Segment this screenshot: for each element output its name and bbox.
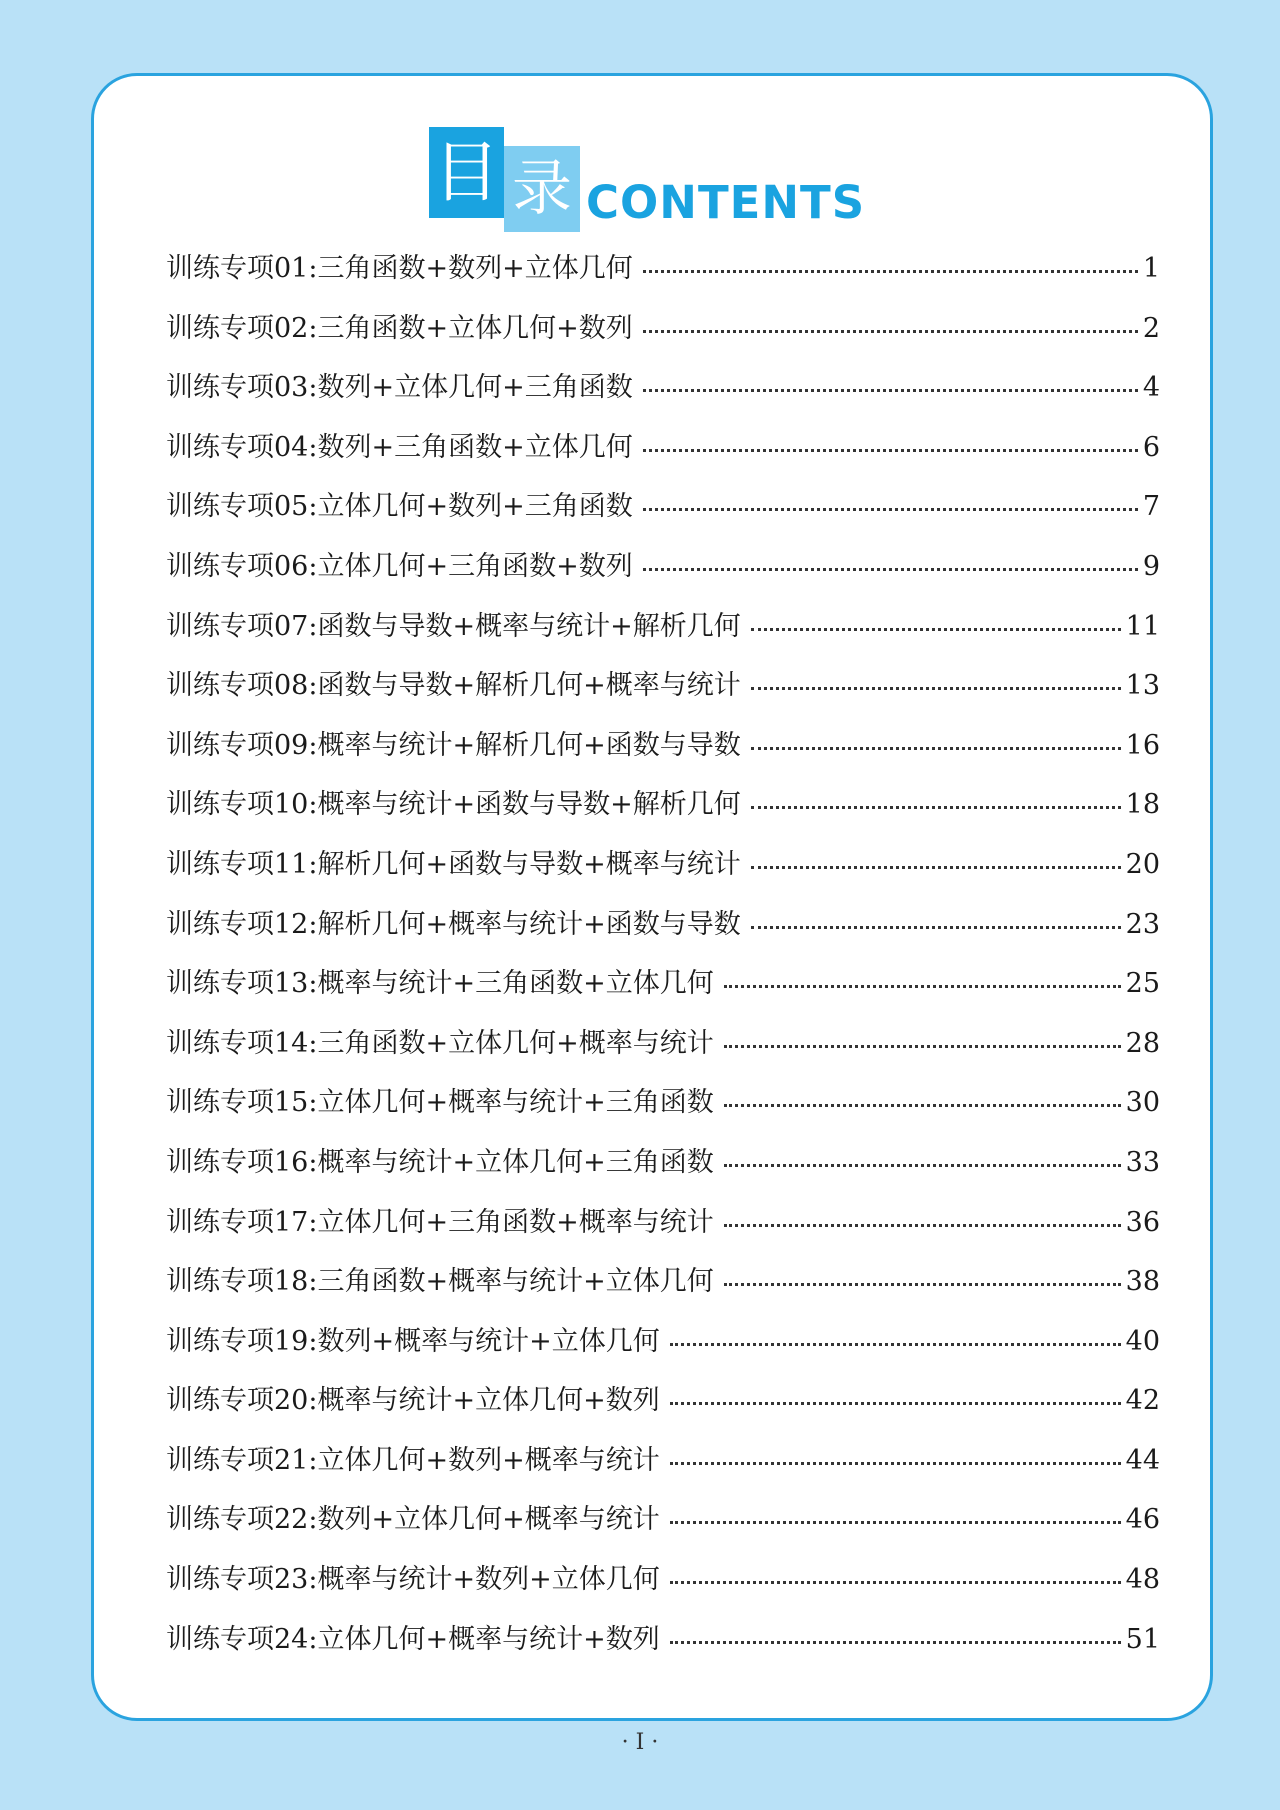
toc-entry-page: 4 bbox=[1142, 372, 1160, 404]
toc-entry-page: 13 bbox=[1125, 670, 1160, 702]
toc-entry[interactable] bbox=[166, 723, 1160, 783]
toc-entry-page: 42 bbox=[1125, 1385, 1160, 1417]
toc-entry-title: 训练专项22:数列+立体几何+概率与统计 bbox=[166, 1504, 660, 1536]
toc-entry-page: 28 bbox=[1125, 1027, 1160, 1059]
contents-heading bbox=[429, 127, 869, 235]
toc-entry-title: 训练专项12:解析几何+概率与统计+函数与导数 bbox=[166, 908, 741, 940]
toc-entry[interactable] bbox=[166, 1557, 1160, 1617]
dot-leader bbox=[670, 1340, 1121, 1346]
toc-entry-page: 46 bbox=[1125, 1504, 1160, 1536]
toc-entry[interactable] bbox=[166, 1319, 1160, 1379]
dot-leader bbox=[724, 1221, 1121, 1227]
toc-entry-page: 30 bbox=[1125, 1087, 1160, 1119]
toc-entry[interactable] bbox=[166, 1617, 1160, 1677]
toc-entry-page: 44 bbox=[1125, 1444, 1160, 1476]
toc-entry-page: 7 bbox=[1142, 491, 1160, 523]
toc-entry-title: 训练专项01:三角函数+数列+立体几何 bbox=[166, 253, 633, 284]
toc-entry-title: 训练专项14:三角函数+立体几何+概率与统计 bbox=[166, 1027, 714, 1059]
toc-entry-page: 16 bbox=[1125, 729, 1160, 761]
toc-entry[interactable] bbox=[166, 1497, 1160, 1557]
dot-leader bbox=[724, 1101, 1121, 1107]
toc-entry-page: 2 bbox=[1142, 312, 1160, 344]
toc-entry[interactable] bbox=[166, 365, 1160, 425]
toc-entry-page: 25 bbox=[1125, 968, 1160, 1000]
dot-leader bbox=[643, 565, 1138, 571]
dot-leader bbox=[751, 803, 1121, 809]
toc-entry-title: 训练专项07:函数与导数+概率与统计+解析几何 bbox=[166, 610, 741, 642]
dot-leader bbox=[670, 1638, 1121, 1644]
dot-leader bbox=[670, 1578, 1121, 1584]
toc-entry-title: 训练专项04:数列+三角函数+立体几何 bbox=[166, 431, 633, 463]
toc-entry-page: 18 bbox=[1125, 789, 1160, 821]
toc-entry-page: 11 bbox=[1125, 610, 1160, 642]
toc-entry-title: 训练专项11:解析几何+函数与导数+概率与统计 bbox=[166, 848, 741, 880]
dot-leader bbox=[751, 625, 1121, 631]
toc-entry-page: 51 bbox=[1125, 1623, 1160, 1655]
heading-char-mu: 目 bbox=[429, 127, 504, 218]
toc-entry[interactable] bbox=[166, 425, 1160, 485]
toc-entry-title: 训练专项03:数列+立体几何+三角函数 bbox=[166, 372, 633, 404]
dot-leader bbox=[724, 982, 1121, 988]
toc-entry[interactable] bbox=[166, 663, 1160, 723]
toc-entry-page: 36 bbox=[1125, 1206, 1160, 1238]
dot-leader bbox=[751, 863, 1121, 869]
toc-entry[interactable] bbox=[166, 246, 1160, 306]
heading-word-contents: CONTENTS bbox=[586, 176, 866, 229]
toc-entry[interactable] bbox=[166, 544, 1160, 604]
toc-entry-title: 训练专项23:概率与统计+数列+立体几何 bbox=[166, 1564, 660, 1596]
toc-entry[interactable] bbox=[166, 782, 1160, 842]
toc-entry-title: 训练专项19:数列+概率与统计+立体几何 bbox=[166, 1325, 660, 1357]
toc-entry-title: 训练专项13:概率与统计+三角函数+立体几何 bbox=[166, 968, 714, 1000]
toc-entry-title: 训练专项15:立体几何+概率与统计+三角函数 bbox=[166, 1087, 714, 1119]
dot-leader bbox=[643, 505, 1138, 511]
toc-entry-title: 训练专项16:概率与统计+立体几何+三角函数 bbox=[166, 1146, 714, 1178]
toc-entry-page: 23 bbox=[1125, 908, 1160, 940]
dot-leader bbox=[643, 267, 1138, 273]
table-of-contents bbox=[166, 246, 1160, 1676]
toc-entry-title: 训练专项24:立体几何+概率与统计+数列 bbox=[166, 1623, 660, 1655]
dot-leader bbox=[643, 446, 1138, 452]
toc-entry-page: 40 bbox=[1125, 1325, 1160, 1357]
toc-entry-page: 48 bbox=[1125, 1564, 1160, 1596]
toc-entry[interactable] bbox=[166, 1021, 1160, 1081]
toc-entry-title: 训练专项10:概率与统计+函数与导数+解析几何 bbox=[166, 789, 741, 821]
dot-leader bbox=[751, 923, 1121, 929]
toc-entry[interactable] bbox=[166, 1259, 1160, 1319]
toc-entry[interactable] bbox=[166, 1200, 1160, 1260]
dot-leader bbox=[643, 327, 1138, 333]
dot-leader bbox=[724, 1042, 1121, 1048]
dot-leader bbox=[670, 1399, 1121, 1405]
dot-leader bbox=[724, 1280, 1121, 1286]
toc-entry[interactable] bbox=[166, 604, 1160, 664]
toc-entry[interactable] bbox=[166, 1080, 1160, 1140]
dot-leader bbox=[751, 744, 1121, 750]
toc-entry-page: 6 bbox=[1142, 431, 1160, 463]
dot-leader bbox=[670, 1459, 1121, 1465]
toc-entry-page: 1 bbox=[1142, 253, 1160, 284]
toc-entry-title: 训练专项08:函数与导数+解析几何+概率与统计 bbox=[166, 670, 741, 702]
page-number: · I · bbox=[621, 1730, 659, 1755]
toc-entry-page: 9 bbox=[1142, 550, 1160, 582]
dot-leader bbox=[670, 1518, 1121, 1524]
dot-leader bbox=[724, 1161, 1121, 1167]
toc-entry-title: 训练专项20:概率与统计+立体几何+数列 bbox=[166, 1385, 660, 1417]
toc-entry-title: 训练专项17:立体几何+三角函数+概率与统计 bbox=[166, 1206, 714, 1238]
toc-entry[interactable] bbox=[166, 306, 1160, 366]
toc-entry[interactable] bbox=[166, 484, 1160, 544]
dot-leader bbox=[643, 386, 1138, 392]
toc-entry-title: 训练专项02:三角函数+立体几何+数列 bbox=[166, 312, 633, 344]
toc-entry[interactable] bbox=[166, 961, 1160, 1021]
toc-entry-title: 训练专项21:立体几何+数列+概率与统计 bbox=[166, 1444, 660, 1476]
toc-entry[interactable] bbox=[166, 1438, 1160, 1498]
toc-entry[interactable] bbox=[166, 1378, 1160, 1438]
dot-leader bbox=[751, 684, 1121, 690]
heading-char-lu: 录 bbox=[504, 146, 580, 232]
toc-entry[interactable] bbox=[166, 842, 1160, 902]
toc-entry[interactable] bbox=[166, 902, 1160, 962]
toc-entry-page: 38 bbox=[1125, 1266, 1160, 1298]
toc-entry-title: 训练专项06:立体几何+三角函数+数列 bbox=[166, 550, 633, 582]
toc-entry-page: 33 bbox=[1125, 1146, 1160, 1178]
toc-entry-title: 训练专项18:三角函数+概率与统计+立体几何 bbox=[166, 1266, 714, 1298]
toc-entry-title: 训练专项09:概率与统计+解析几何+函数与导数 bbox=[166, 729, 741, 761]
toc-entry-title: 训练专项05:立体几何+数列+三角函数 bbox=[166, 491, 633, 523]
toc-entry[interactable] bbox=[166, 1140, 1160, 1200]
toc-entry-page: 20 bbox=[1125, 848, 1160, 880]
